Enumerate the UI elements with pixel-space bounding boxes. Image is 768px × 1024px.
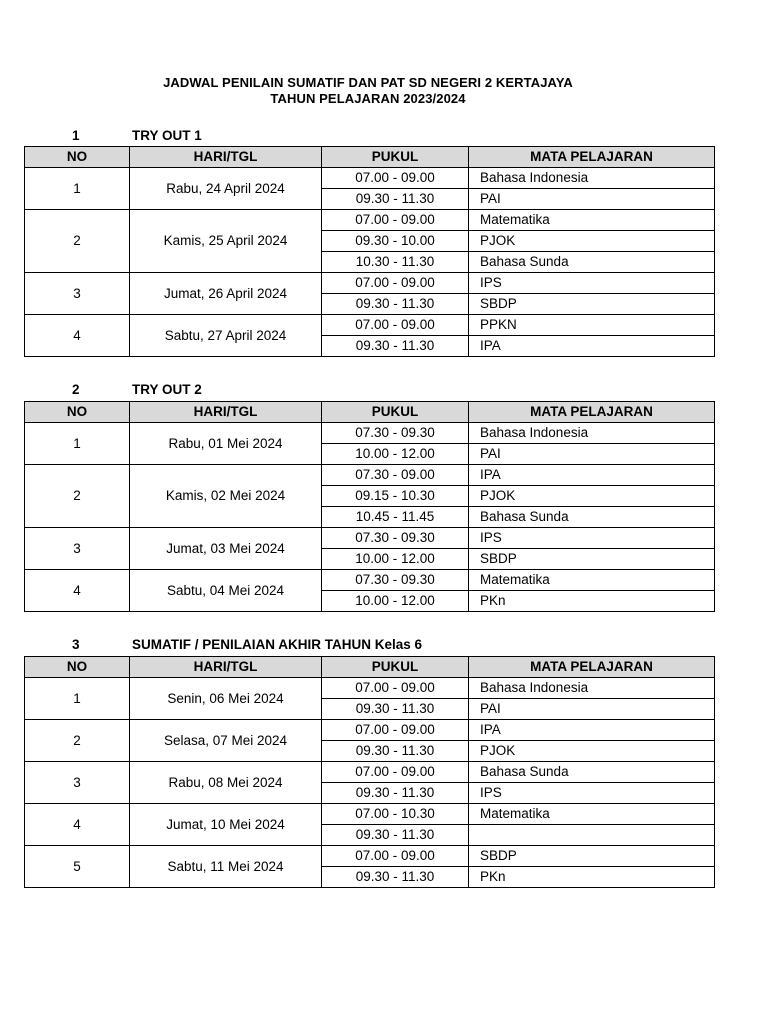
cell-pukul: 10.45 - 11.45	[322, 507, 469, 528]
cell-no: 4	[25, 315, 130, 357]
cell-pukul: 07.00 - 09.00	[322, 168, 469, 189]
cell-pukul: 09.30 - 11.30	[322, 867, 469, 888]
table-row	[25, 678, 715, 699]
cell-no: 3	[25, 273, 130, 315]
cell-mata-pelajaran: Bahasa Sunda	[469, 762, 715, 783]
section-label: TRY OUT 2	[132, 382, 202, 397]
cell-mata-pelajaran: PJOK	[469, 231, 715, 252]
cell-pukul: 09.30 - 11.30	[322, 825, 469, 846]
cell-pukul: 09.30 - 11.30	[322, 741, 469, 762]
column-header-no: NO	[25, 402, 130, 423]
cell-mata-pelajaran	[469, 825, 715, 846]
cell-pukul: 07.00 - 10.30	[322, 804, 469, 825]
column-header-pukul: PUKUL	[322, 657, 469, 678]
cell-no: 2	[25, 210, 130, 273]
cell-hari-tgl: Jumat, 10 Mei 2024	[130, 804, 322, 846]
cell-hari-tgl: Jumat, 26 April 2024	[130, 273, 322, 315]
cell-pukul: 09.30 - 11.30	[322, 189, 469, 210]
cell-pukul: 07.00 - 09.00	[322, 315, 469, 336]
cell-hari-tgl: Rabu, 01 Mei 2024	[130, 423, 322, 465]
cell-no: 5	[25, 846, 130, 888]
cell-mata-pelajaran: SBDP	[469, 294, 715, 315]
cell-mata-pelajaran: Bahasa Indonesia	[469, 168, 715, 189]
cell-no: 1	[25, 423, 130, 465]
section-label: SUMATIF / PENILAIAN AKHIR TAHUN Kelas 6	[132, 637, 423, 652]
cell-no: 4	[25, 804, 130, 846]
cell-pukul: 07.30 - 09.30	[322, 423, 469, 444]
section-number: 1	[72, 128, 80, 143]
schedule-table	[24, 401, 715, 612]
cell-no: 2	[25, 720, 130, 762]
cell-mata-pelajaran: PPKN	[469, 315, 715, 336]
table-row	[25, 762, 715, 783]
table-row	[25, 465, 715, 486]
cell-mata-pelajaran: PAI	[469, 699, 715, 720]
cell-mata-pelajaran: IPS	[469, 273, 715, 294]
column-header-hari-tgl: HARI/TGL	[130, 402, 322, 423]
cell-hari-tgl: Jumat, 03 Mei 2024	[130, 528, 322, 570]
table-row	[25, 315, 715, 336]
cell-mata-pelajaran: PJOK	[469, 741, 715, 762]
cell-pukul: 09.15 - 10.30	[322, 486, 469, 507]
cell-mata-pelajaran: PAI	[469, 444, 715, 465]
cell-pukul: 07.30 - 09.30	[322, 570, 469, 591]
cell-pukul: 07.00 - 09.00	[322, 762, 469, 783]
cell-hari-tgl: Sabtu, 04 Mei 2024	[130, 570, 322, 612]
cell-mata-pelajaran: PKn	[469, 591, 715, 612]
table-row	[25, 846, 715, 867]
cell-hari-tgl: Kamis, 02 Mei 2024	[130, 465, 322, 528]
schedule-table	[24, 146, 715, 357]
column-header-no: NO	[25, 657, 130, 678]
table-row	[25, 168, 715, 189]
cell-mata-pelajaran: IPS	[469, 783, 715, 804]
table-row	[25, 423, 715, 444]
cell-pukul: 09.30 - 11.30	[322, 783, 469, 804]
section-number: 2	[72, 382, 80, 397]
cell-mata-pelajaran: Matematika	[469, 210, 715, 231]
cell-mata-pelajaran: Matematika	[469, 570, 715, 591]
cell-mata-pelajaran: Bahasa Sunda	[469, 252, 715, 273]
table-row	[25, 804, 715, 825]
column-header-pukul: PUKUL	[322, 402, 469, 423]
cell-pukul: 09.30 - 10.00	[322, 231, 469, 252]
cell-pukul: 10.00 - 12.00	[322, 591, 469, 612]
cell-no: 1	[25, 168, 130, 210]
cell-mata-pelajaran: Bahasa Indonesia	[469, 423, 715, 444]
column-header-pukul: PUKUL	[322, 147, 469, 168]
table-header-row	[25, 402, 715, 423]
document-subtitle: TAHUN PELAJARAN 2023/2024	[270, 91, 466, 106]
cell-hari-tgl: Sabtu, 27 April 2024	[130, 315, 322, 357]
document-title: JADWAL PENILAIN SUMATIF DAN PAT SD NEGERI 2 KERTAJAYA	[163, 75, 573, 90]
section-label: TRY OUT 1	[132, 128, 202, 143]
cell-no: 4	[25, 570, 130, 612]
table-header-row	[25, 657, 715, 678]
cell-pukul: 10.30 - 11.30	[322, 252, 469, 273]
table-row	[25, 528, 715, 549]
cell-mata-pelajaran: PAI	[469, 189, 715, 210]
column-header-mata-pelajaran: MATA PELAJARAN	[469, 402, 715, 423]
cell-pukul: 10.00 - 12.00	[322, 549, 469, 570]
cell-no: 1	[25, 678, 130, 720]
table-row	[25, 720, 715, 741]
cell-hari-tgl: Senin, 06 Mei 2024	[130, 678, 322, 720]
table-header-row	[25, 147, 715, 168]
table-row	[25, 273, 715, 294]
cell-no: 2	[25, 465, 130, 528]
cell-mata-pelajaran: SBDP	[469, 549, 715, 570]
cell-mata-pelajaran: IPS	[469, 528, 715, 549]
cell-pukul: 07.00 - 09.00	[322, 210, 469, 231]
column-header-hari-tgl: HARI/TGL	[130, 657, 322, 678]
cell-mata-pelajaran: Matematika	[469, 804, 715, 825]
cell-mata-pelajaran: Bahasa Sunda	[469, 507, 715, 528]
cell-mata-pelajaran: IPA	[469, 720, 715, 741]
cell-mata-pelajaran: PJOK	[469, 486, 715, 507]
cell-hari-tgl: Rabu, 24 April 2024	[130, 168, 322, 210]
section-number: 3	[72, 637, 80, 652]
cell-mata-pelajaran: IPA	[469, 336, 715, 357]
cell-pukul: 10.00 - 12.00	[322, 444, 469, 465]
column-header-hari-tgl: HARI/TGL	[130, 147, 322, 168]
cell-mata-pelajaran: PKn	[469, 867, 715, 888]
cell-pukul: 09.30 - 11.30	[322, 336, 469, 357]
cell-pukul: 07.00 - 09.00	[322, 846, 469, 867]
cell-pukul: 07.00 - 09.00	[322, 720, 469, 741]
schedule-table	[24, 656, 715, 888]
cell-pukul: 07.00 - 09.00	[322, 273, 469, 294]
table-row	[25, 210, 715, 231]
cell-pukul: 07.30 - 09.30	[322, 528, 469, 549]
column-header-mata-pelajaran: MATA PELAJARAN	[469, 147, 715, 168]
table-row	[25, 570, 715, 591]
column-header-no: NO	[25, 147, 130, 168]
cell-pukul: 07.00 - 09.00	[322, 678, 469, 699]
column-header-mata-pelajaran: MATA PELAJARAN	[469, 657, 715, 678]
cell-no: 3	[25, 762, 130, 804]
cell-mata-pelajaran: SBDP	[469, 846, 715, 867]
cell-mata-pelajaran: IPA	[469, 465, 715, 486]
cell-no: 3	[25, 528, 130, 570]
cell-hari-tgl: Kamis, 25 April 2024	[130, 210, 322, 273]
cell-hari-tgl: Selasa, 07 Mei 2024	[130, 720, 322, 762]
cell-hari-tgl: Rabu, 08 Mei 2024	[130, 762, 322, 804]
cell-hari-tgl: Sabtu, 11 Mei 2024	[130, 846, 322, 888]
cell-mata-pelajaran: Bahasa Indonesia	[469, 678, 715, 699]
cell-pukul: 09.30 - 11.30	[322, 294, 469, 315]
cell-pukul: 09.30 - 11.30	[322, 699, 469, 720]
cell-pukul: 07.30 - 09.00	[322, 465, 469, 486]
